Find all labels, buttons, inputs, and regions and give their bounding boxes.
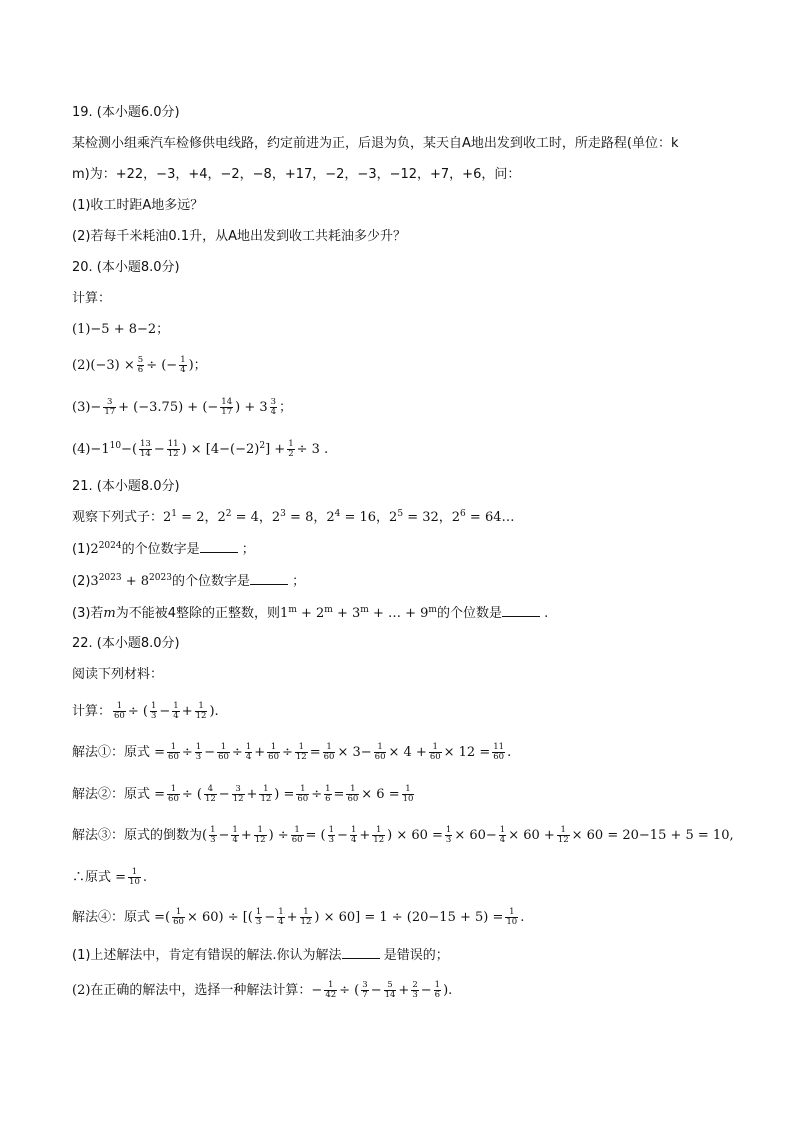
q19-text-line1: 某检测小组乘汽车检修供电线路，约定前进为正，后退为负，某天自A地出发到收工时，所走路程(单位：k [72,136,679,151]
q20-part4: $(4)-1^{10}-$( $\frac{13}{14}$ − $\frac{11}{12}$ ) × $[4-(-2)^2]$ + $\frac{1}{2}$ ÷ 3 . [72,439,329,459]
q20-part3-label: (3) [72,400,91,415]
q22-part1 [72,946,449,965]
q22-solution1: 解法①：原式 = $\frac{1}{60}$ ÷ $\frac{1}{3}$ − $\frac{1}{60}$ ÷ $\frac{1}{4}$ + $\frac{1}{60}$ ÷ $\frac{1}{12}$ = $\frac{1}{60}$ × 3− $\frac{1}{60}$ × 4 + $\frac{1}{60}$ × 12 = $\frac{11}{60}$ . [72,742,512,762]
q22-part1-text-b: 是错误的； [383,948,449,963]
q22-solution3-label: 解法③：原式的倒数为 [72,828,203,843]
q19-part2: (2)若每千米耗油0.1升，从A地出发到收工共耗油多少升？ [72,229,406,244]
q21-part1: $(1)2^{2024}$的个位数字是 ； [72,541,255,557]
q20-intro: 计算： [72,291,112,306]
answer-blank [342,946,380,959]
q21-intro-line: 观察下列式子：$2^1 = 2$，$2^2 = 4$，$2^3 = 8$，$2^4 = 16$，$2^5 = 32$，$2^6$ = 64… [72,509,515,525]
q21-part3-label: (3)若 [72,606,104,621]
q22-solution4: 解法④：原式 =( $\frac{1}{60}$ × 60) ÷ [( $\frac{1}{3}$ − $\frac{1}{4}$ + $\frac{1}{12}$ ) × 60] = 1 ÷ (20−15 + 5) = $\frac{1}{10}$ . [72,907,525,927]
q19-text-line2: m)为：+22，−3，+4，−2，−8，+17，−2，−3，−12，+7，+6，问： [72,167,521,182]
q21-part1-label: (1) [72,542,91,557]
q22-conclusion-label: ∴原式 = [72,870,127,885]
q22-intro: 阅读下列材料： [72,667,164,682]
q22-solution2: 解法②：原式 = $\frac{1}{60}$ ÷ ( $\frac{4}{12}$ − $\frac{3}{12}$ + $\frac{1}{12}$ ) = $\frac{1}{60}$ ÷ $\frac{1}{6}$ = $\frac{1}{60}$ × 6 = $\frac{1}{10}$ [72,784,414,804]
answer-blank [200,540,238,553]
q22-solution1-label: 解法①：原式 = [72,745,166,760]
q19-part1: (1)收工时距A地多远？ [72,198,204,213]
q22-part2-text: (2)在正确的解法中，选择一种解法计算： [72,983,312,998]
q21-part1-text: 的个位数字是 [121,542,200,557]
q22-calc: 计算： $\frac{1}{60}$ ÷ ( $\frac{1}{3}$ − $\frac{1}{4}$ + $\frac{1}{12}$ ). [72,701,219,721]
q22-solution2-label: 解法②：原式 = [72,787,166,802]
q22-header: 22. (本小题8.0分) [72,636,180,651]
q22-solution3-conclusion: ∴原式 = $\frac{1}{10}$ . [72,867,147,887]
q22-part2: (2)在正确的解法中，选择一种解法计算：− $\frac{1}{42}$ ÷ ( $\frac{3}{7}$ − $\frac{5}{14}$ + $\frac{2}{3}$ − $\frac{1}{6}$ ). [72,980,453,1000]
q20-header: 20. (本小题8.0分) [72,260,180,275]
q21-part3-text1: 为不能被4整除的正整数，则 [115,606,281,621]
q20-part4-label: (4) [72,442,91,457]
q22-solution4-label: 解法④：原式 = [72,910,166,925]
q21-part3: (3)若m为不能被4整除的正整数，则$1^m + 2^m + 3^m$ + … + $9^m$的个位数是 . [72,605,549,621]
q22-part1-text-a: (1)上述解法中，肯定有错误的解法.你认为解法 [72,948,342,963]
q20-part2-label: (2) [72,358,91,373]
q21-header: 21. (本小题8.0分) [72,479,180,494]
q20-part3: (3)− $\frac{3}{17}$ + (−3.75) + (− $\frac{14}{17}$ ) + 3 $\frac{3}{4}$ ； [72,397,293,417]
q22-calc-label: 计算： [72,704,112,719]
q20-part2: (2)(−3) × $\frac{5}{6}$ ÷ (− $\frac{1}{4}$ )； [72,355,207,375]
q21-part2-text: 的个位数字是 [171,574,250,589]
answer-blank [250,572,288,585]
q21-part3-text2: 的个位数是 [436,606,502,621]
q22-solution3: 解法③：原式的倒数为( $\frac{1}{3}$ − $\frac{1}{4}$ + $\frac{1}{12}$ ) ÷ $\frac{1}{60}$ = ( $\frac{1}{3}$ − $\frac{1}{4}$ + $\frac{1}{12}$ ) × 60 = $\frac{1}{3}$ × 60− $\frac{1}{4}$ × 60 + $\frac{1}{12}$ × 60 = 20−15 + 5 = 10, [72,825,734,845]
q21-intro: 观察下列式子： [72,510,164,525]
q21-part2-label: (2) [72,574,91,589]
answer-blank [502,604,540,617]
q21-part2: $(2)3^{2023} + 8^{2023}$的个位数字是 ； [72,573,306,589]
q20-part1: (1)−5 + 8−2； [72,322,170,337]
q19-header: 19. (本小题6.0分) [72,105,180,120]
